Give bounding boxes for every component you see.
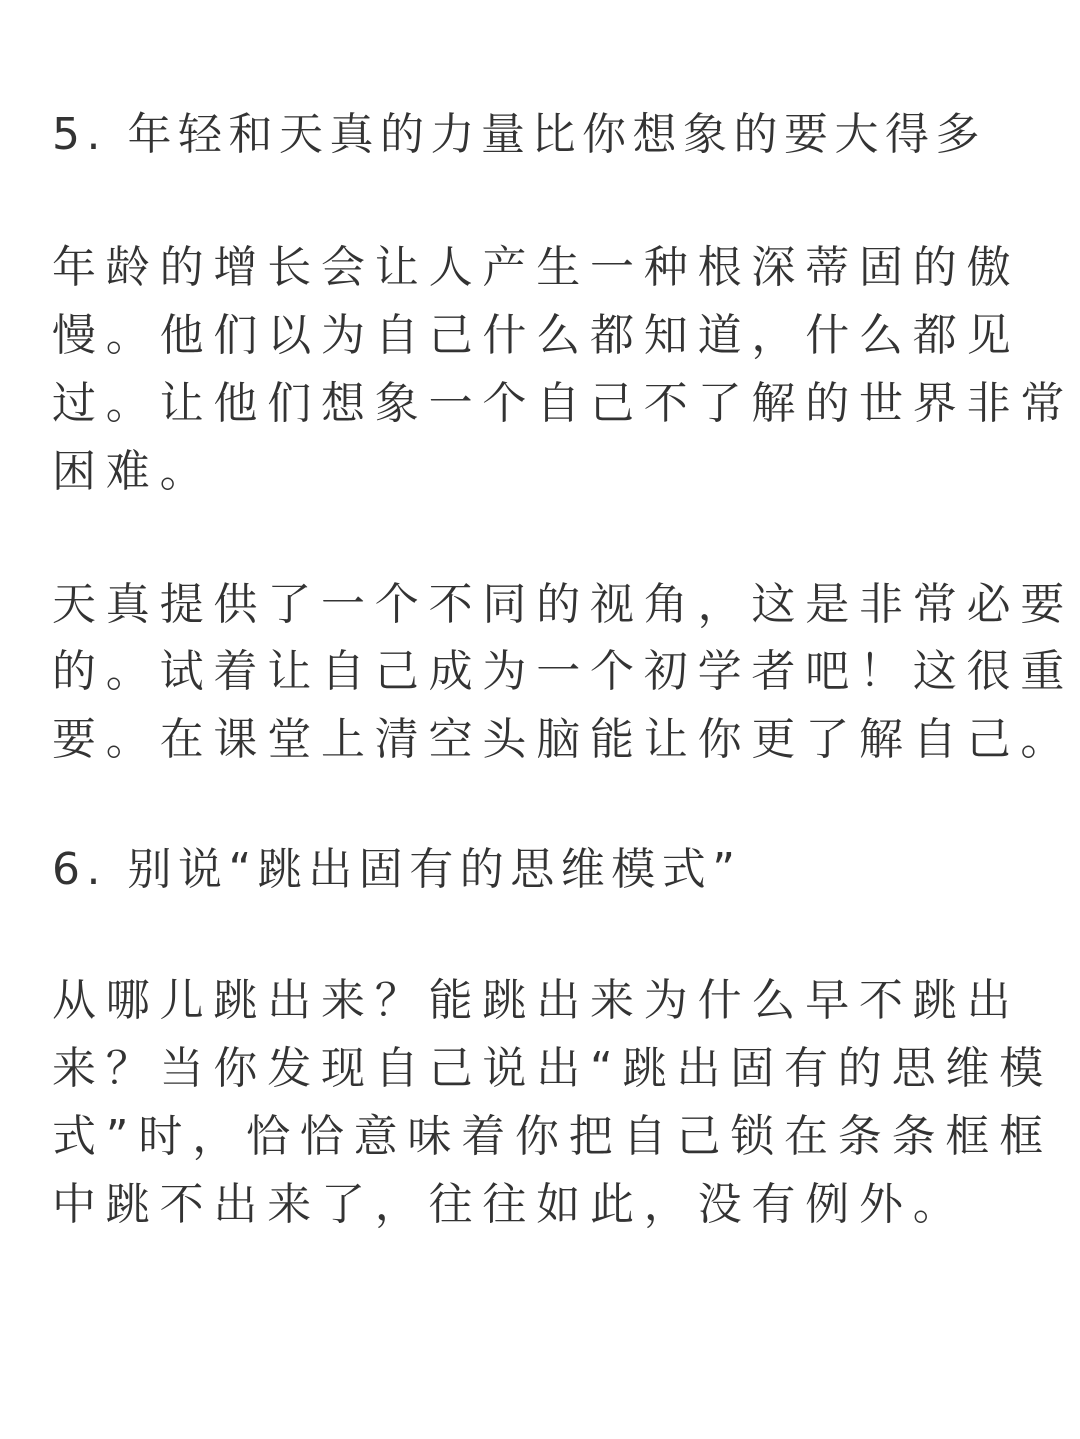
section-heading-5: 5. 年轻和天真的力量比你想象的要大得多	[52, 109, 986, 160]
paragraph-line: 来？当你发现自己说出“跳出固有的思维模	[52, 1043, 1053, 1094]
paragraph-line: 从哪儿跳出来？能跳出来为什么早不跳出	[52, 975, 1021, 1026]
paragraph-line: 要。在课堂上清空头脑能让你更了解自己。	[52, 714, 1075, 765]
paragraph-line: 天真提供了一个不同的视角，这是非常必要	[52, 579, 1075, 630]
paragraph-line: 中跳不出来了，往往如此，没有例外。	[52, 1179, 967, 1230]
paragraph-line: 式”时，恰恰意味着你把自己锁在条条框框	[52, 1111, 1053, 1162]
section-heading-6: 6. 别说“跳出固有的思维模式”	[52, 844, 742, 895]
paragraph-line: 慢。他们以为自己什么都知道，什么都见	[52, 310, 1021, 361]
paragraph-line: 的。试着让自己成为一个初学者吧！这很重	[52, 646, 1075, 697]
paragraph-line: 困难。	[52, 446, 214, 497]
paragraph-line: 年龄的增长会让人产生一种根深蒂固的傲	[52, 242, 1021, 293]
paragraph-line: 过。让他们想象一个自己不了解的世界非常	[52, 378, 1075, 429]
